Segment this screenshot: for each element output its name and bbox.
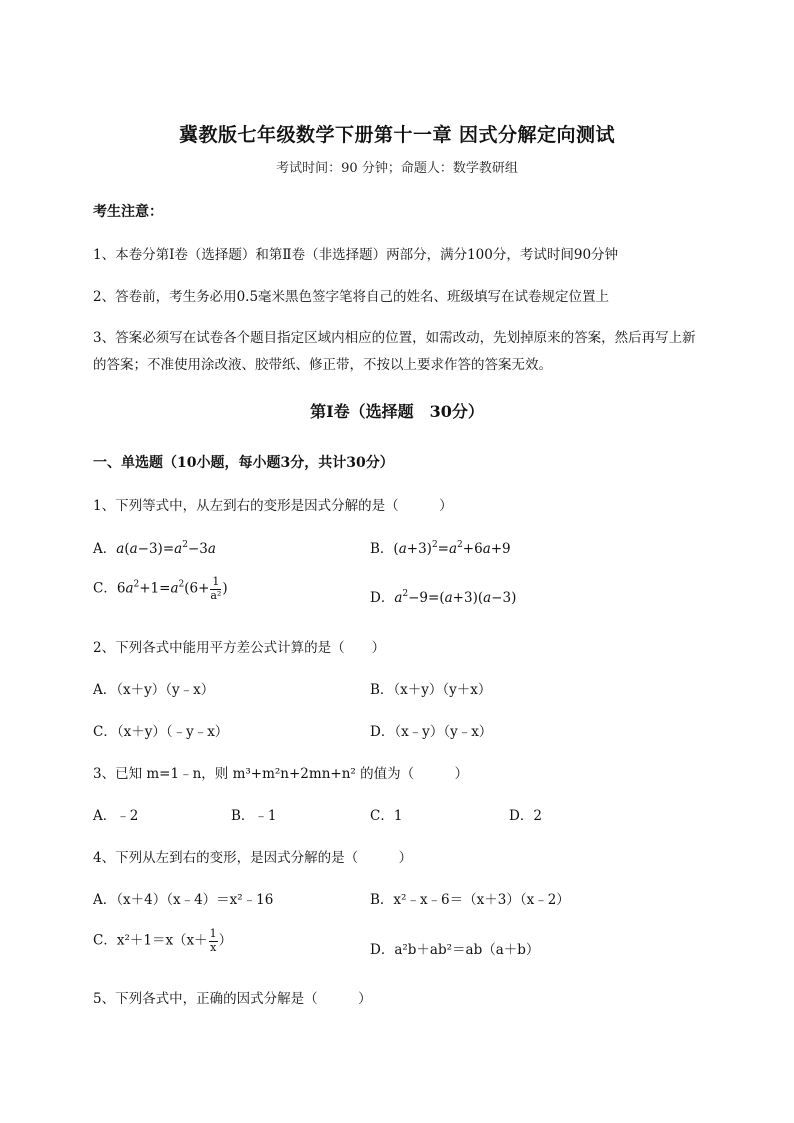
question-1-stem: 1、下列等式中，从左到右的变形是因式分解的是（ ） [93, 498, 453, 514]
note-item-2: 2、答卷前，考生务必用0.5毫米黑色签字笔将自己的姓名、班级填写在试卷规定位置上 [93, 289, 610, 305]
question-3-option-c: C．1 [370, 808, 403, 824]
question-3-option-b: B．﹣1 [231, 808, 277, 824]
note-item-3-continued: 的答案；不准使用涂改液、胶带纸、修正带，不按以上要求作答的答案无效。 [93, 357, 552, 373]
exam-subtitle: 考试时间：90 分钟；命题人：数学教研组 [276, 161, 518, 176]
question-4-option-c: C．x²＋1＝x（x＋ $\frac{1}{x}$ ） [93, 927, 233, 954]
section-title: 第Ⅰ卷（选择题 30分） [310, 402, 484, 421]
part-title: 一、单选题（10小题，每小题3分，共计30分） [93, 455, 394, 471]
question-1-option-d: D．$a^2-9=(a+3)(a-3)$ [370, 589, 517, 606]
question-2-option-d: D．（x﹣y）（y﹣x） [370, 724, 493, 740]
exam-title: 冀教版七年级数学下册第十一章 因式分解定向测试 [178, 124, 616, 146]
question-2-stem: 2、下列各式中能用平方差公式计算的是（ ） [93, 640, 386, 656]
question-1-option-b: B．$(a+3)^2=a^2+6a+9$ [370, 540, 511, 557]
question-4-stem: 4、下列从左到右的变形，是因式分解的是（ ） [93, 850, 413, 866]
question-5-stem: 5、下列各式中，正确的因式分解是（ ） [93, 991, 372, 1007]
question-4-option-d: D．a²b＋ab²＝ab（a＋b） [370, 942, 540, 958]
note-item-3: 3、答案必须写在试卷各个题目指定区域内相应的位置，如需改动，先划掉原来的答案，然后再写上新 [93, 330, 696, 346]
question-3-stem: 3、已知 m=1﹣n，则 m³+m²n+2mn+n² 的值为（ ） [93, 766, 469, 782]
question-4-option-b: B．x²﹣x﹣6＝（x＋3）（x﹣2） [370, 892, 570, 908]
fraction: $\frac{1}{x}$ [209, 927, 217, 954]
question-1-option-a: A．$a(a-3)=a^2-3a$ [93, 540, 216, 557]
question-2-option-c: C．（x＋y）（﹣y﹣x） [93, 724, 229, 740]
fraction: $\frac{1}{\text{a²}}$ [210, 575, 222, 602]
question-2-option-a: A．（x＋y）（y﹣x） [93, 682, 215, 698]
notes-heading: 考生注意： [93, 204, 163, 220]
question-2-option-b: B．（x＋y）（y＋x） [370, 682, 492, 698]
note-item-1: 1、本卷分第Ⅰ卷（选择题）和第Ⅱ卷（非选择题）两部分，满分100分，考试时间90分钟 [93, 247, 619, 263]
question-3-option-a: A．﹣2 [93, 808, 139, 824]
question-4-option-a: A．（x＋4）（x﹣4）＝x²﹣16 [93, 892, 274, 908]
question-1-option-c: C．$6a^2+1=a^2(6+$ $\frac{1}{\text{a²}}$ ) [93, 575, 228, 602]
question-3-option-d: D．2 [509, 808, 542, 824]
